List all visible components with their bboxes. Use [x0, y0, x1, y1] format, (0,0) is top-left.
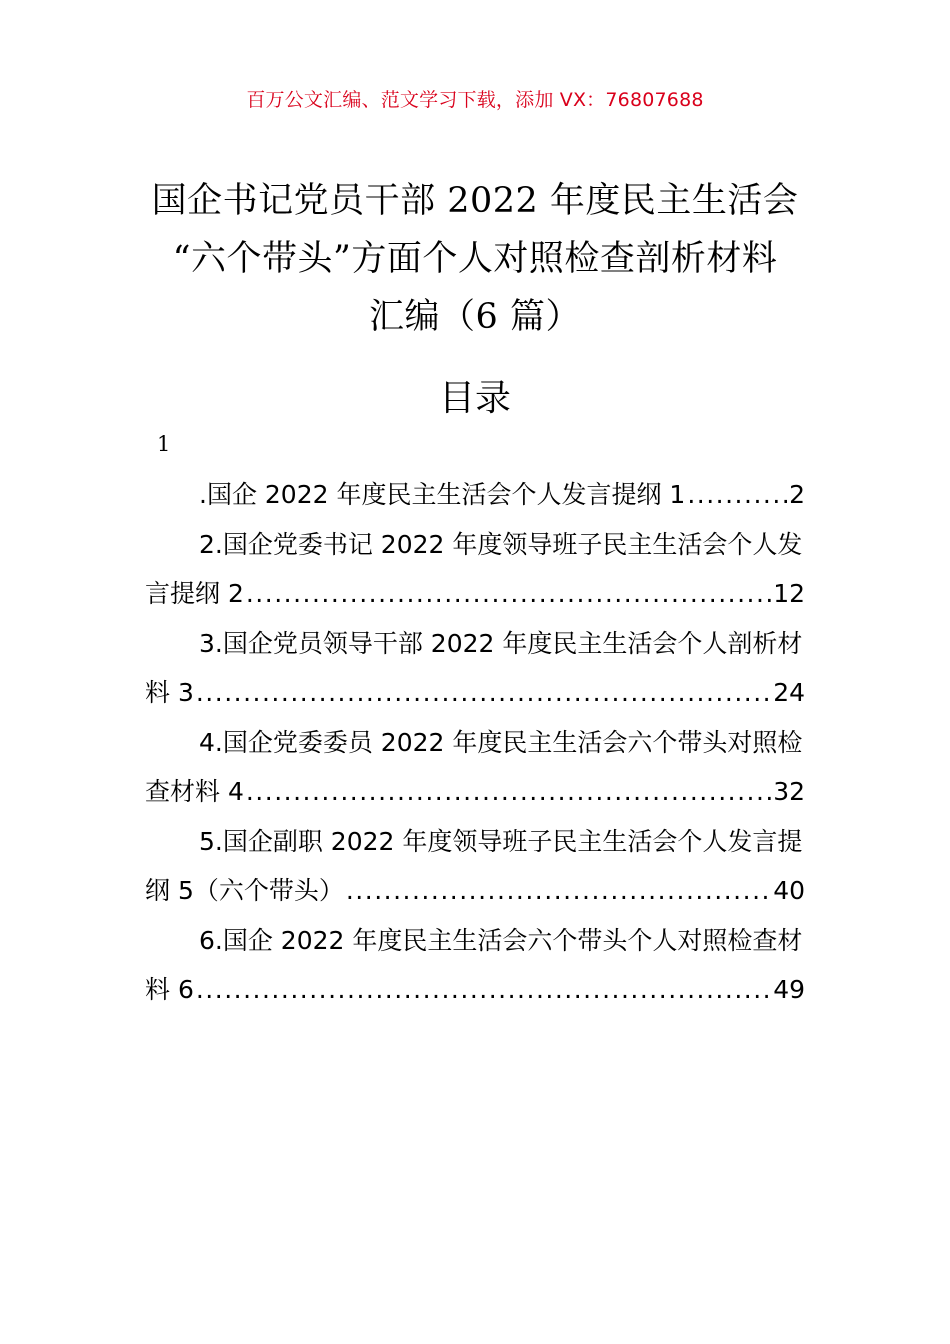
toc-entry-line[interactable] [145, 767, 805, 817]
toc-entry-line[interactable] [145, 916, 805, 966]
toc-page-number: 12 [773, 579, 805, 608]
toc-entry-line[interactable] [145, 718, 805, 768]
title-line: 汇编（6 篇） [369, 297, 581, 337]
toc-leader-dots [196, 965, 771, 1015]
toc-leader-dots [346, 866, 771, 916]
toc-heading: 目录 [438, 378, 511, 419]
toc-entry-line[interactable] [145, 866, 805, 916]
stray-number: 1 [157, 432, 171, 456]
toc-leader-dots [687, 470, 787, 520]
toc-entry-title: 3.国企党员领导干部 2022 年度民主生活会个人剖析材 [199, 628, 803, 658]
toc-entry-title: 6.国企 2022 年度民主生活会六个带头个人对照检查材 [199, 925, 803, 955]
toc-entry-line[interactable] [145, 965, 805, 1015]
toc-entry-line[interactable] [145, 569, 805, 619]
title-line: 国企书记党员干部 2022 年度民主生活会 [151, 181, 799, 221]
toc-entry-title-cont: 查材料 4 [145, 777, 244, 806]
title-line: “六个带头”方面个人对照检查剖析材料 [172, 239, 778, 279]
toc-entry-title: .国企 2022 年度民主生活会个人发言提纲 1 [199, 480, 686, 509]
toc-entry-line[interactable] [145, 619, 805, 669]
header-note: 百万公文汇编、范文学习下载，添加 VX：76807688 [246, 89, 704, 111]
toc-entry-line[interactable] [145, 520, 805, 570]
toc-entry-title: 5.国企副职 2022 年度领导班子民主生活会个人发言提 [199, 826, 803, 856]
toc-page-number: 49 [773, 975, 805, 1004]
toc-entry-title-cont: 料 6 [145, 975, 194, 1004]
toc-entry-title-cont: 料 3 [145, 678, 194, 707]
table-of-contents [145, 470, 805, 1015]
toc-entry-title: 2.国企党委书记 2022 年度领导班子民主生活会个人发 [199, 529, 803, 559]
toc-leader-dots [246, 569, 771, 619]
toc-page-number: 40 [773, 876, 805, 905]
toc-entry[interactable] [145, 470, 805, 520]
toc-page-number: 32 [773, 777, 805, 806]
document-title [120, 172, 830, 346]
toc-entry-title-cont: 纲 5（六个带头） [145, 876, 344, 905]
toc-leader-dots [196, 668, 771, 718]
toc-entry-title-cont: 言提纲 2 [145, 579, 244, 608]
toc-entry-line[interactable] [145, 817, 805, 867]
toc-entry-title: 4.国企党委委员 2022 年度民主生活会六个带头对照检 [199, 727, 803, 757]
toc-entry-line[interactable] [145, 668, 805, 718]
toc-page-number: 24 [773, 678, 805, 707]
toc-page-number: 2 [789, 480, 805, 509]
toc-leader-dots [246, 767, 771, 817]
